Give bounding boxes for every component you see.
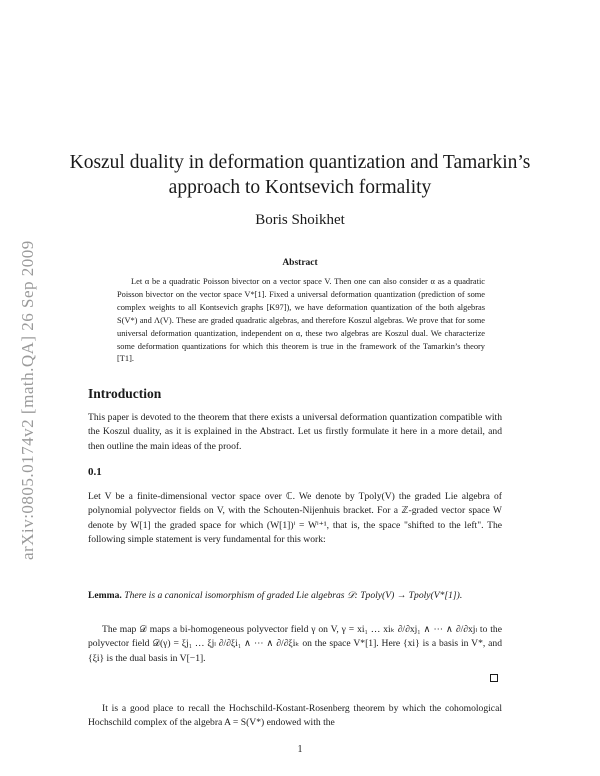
page-number: 1: [297, 744, 303, 755]
hochschild-paragraph: It is a good place to recall the Hochschild-Kostant-Rosenberg theorem by which the cohomological Hochschild complex of the algebra A = S(V*) endowed with the: [88, 703, 502, 729]
introduction-heading: Introduction: [88, 386, 162, 401]
lemma-statement: There is a canonical isomorphism of graded Lie algebras 𝒟: Tpoly(V) → Tpoly(V*[1]).: [124, 590, 463, 601]
lemma-block: [88, 589, 502, 603]
abstract-text: Let α be a quadratic Poisson bivector on a vector space V. Then one can also consider α as a quadratic Poisson bivector on the vector space V*[1]. Fixed a universal deformation quantization (prediction of some complex weights to all Kontsevich graphs [K97]), we have deformation quantization of the both algebras S(V*) and Λ(V). These are graded quadratic algebras, and therefore Koszul algebras. We prove that for some universal deformation quantization, independent on α, these two algebras are Koszul dual. We characterize some deformation quantizations for which this theorem is true in the framework of the Tamarkin’s theory [T1].: [117, 277, 485, 364]
paper-author: Boris Shoikhet: [255, 212, 345, 228]
arxiv-identifier-stamp: arXiv:0805.0174v2 [math.QA] 26 Sep 2009: [18, 240, 37, 560]
abstract-heading: Abstract: [282, 258, 318, 268]
map-paragraph: The map 𝒟 maps a bi-homogeneous polyvector field γ on V, γ = xi₁ … xiₖ ∂/∂xj₁ ∧ ⋯ ∧ ∂/∂xjₗ to the polyvector field 𝒟(γ) = ξj₁ … ξjₗ ∂/∂ξi₁ ∧ ⋯ ∧ ∂/∂ξiₖ on the space V*[1]. Here {xi} is a basis in V*, and {ξi} is the dual basis in V[−1].: [88, 624, 502, 664]
subsection-paragraph: Let V be a finite-dimensional vector space over ℂ. We denote by Tpoly(V) the graded Lie algebra of polynomial polyvector fields on V, with the Schouten-Nijenhuis bracket. For a ℤ-graded vector space W denote by W[1] the graded space for which (W[1])ⁱ = Wⁱ⁺¹, that is, the space "shifted to the left". The following simple statement is very fundamental for this work:: [88, 491, 502, 546]
paper-title: Koszul duality in deformation quantization and Tamarkin’s approach to Kontsevich formality: [69, 152, 531, 198]
lemma-label: Lemma.: [88, 590, 122, 601]
qed-square-icon: [490, 674, 498, 682]
subsection-heading: 0.1: [88, 466, 102, 478]
intro-paragraph: This paper is devoted to the theorem that there exists a universal deformation quantization compatible with the Koszul duality, as it is explained in the Abstract. Let us firstly formulate it here in a more detail, and then outline the main ideas of the proof.: [88, 412, 502, 452]
